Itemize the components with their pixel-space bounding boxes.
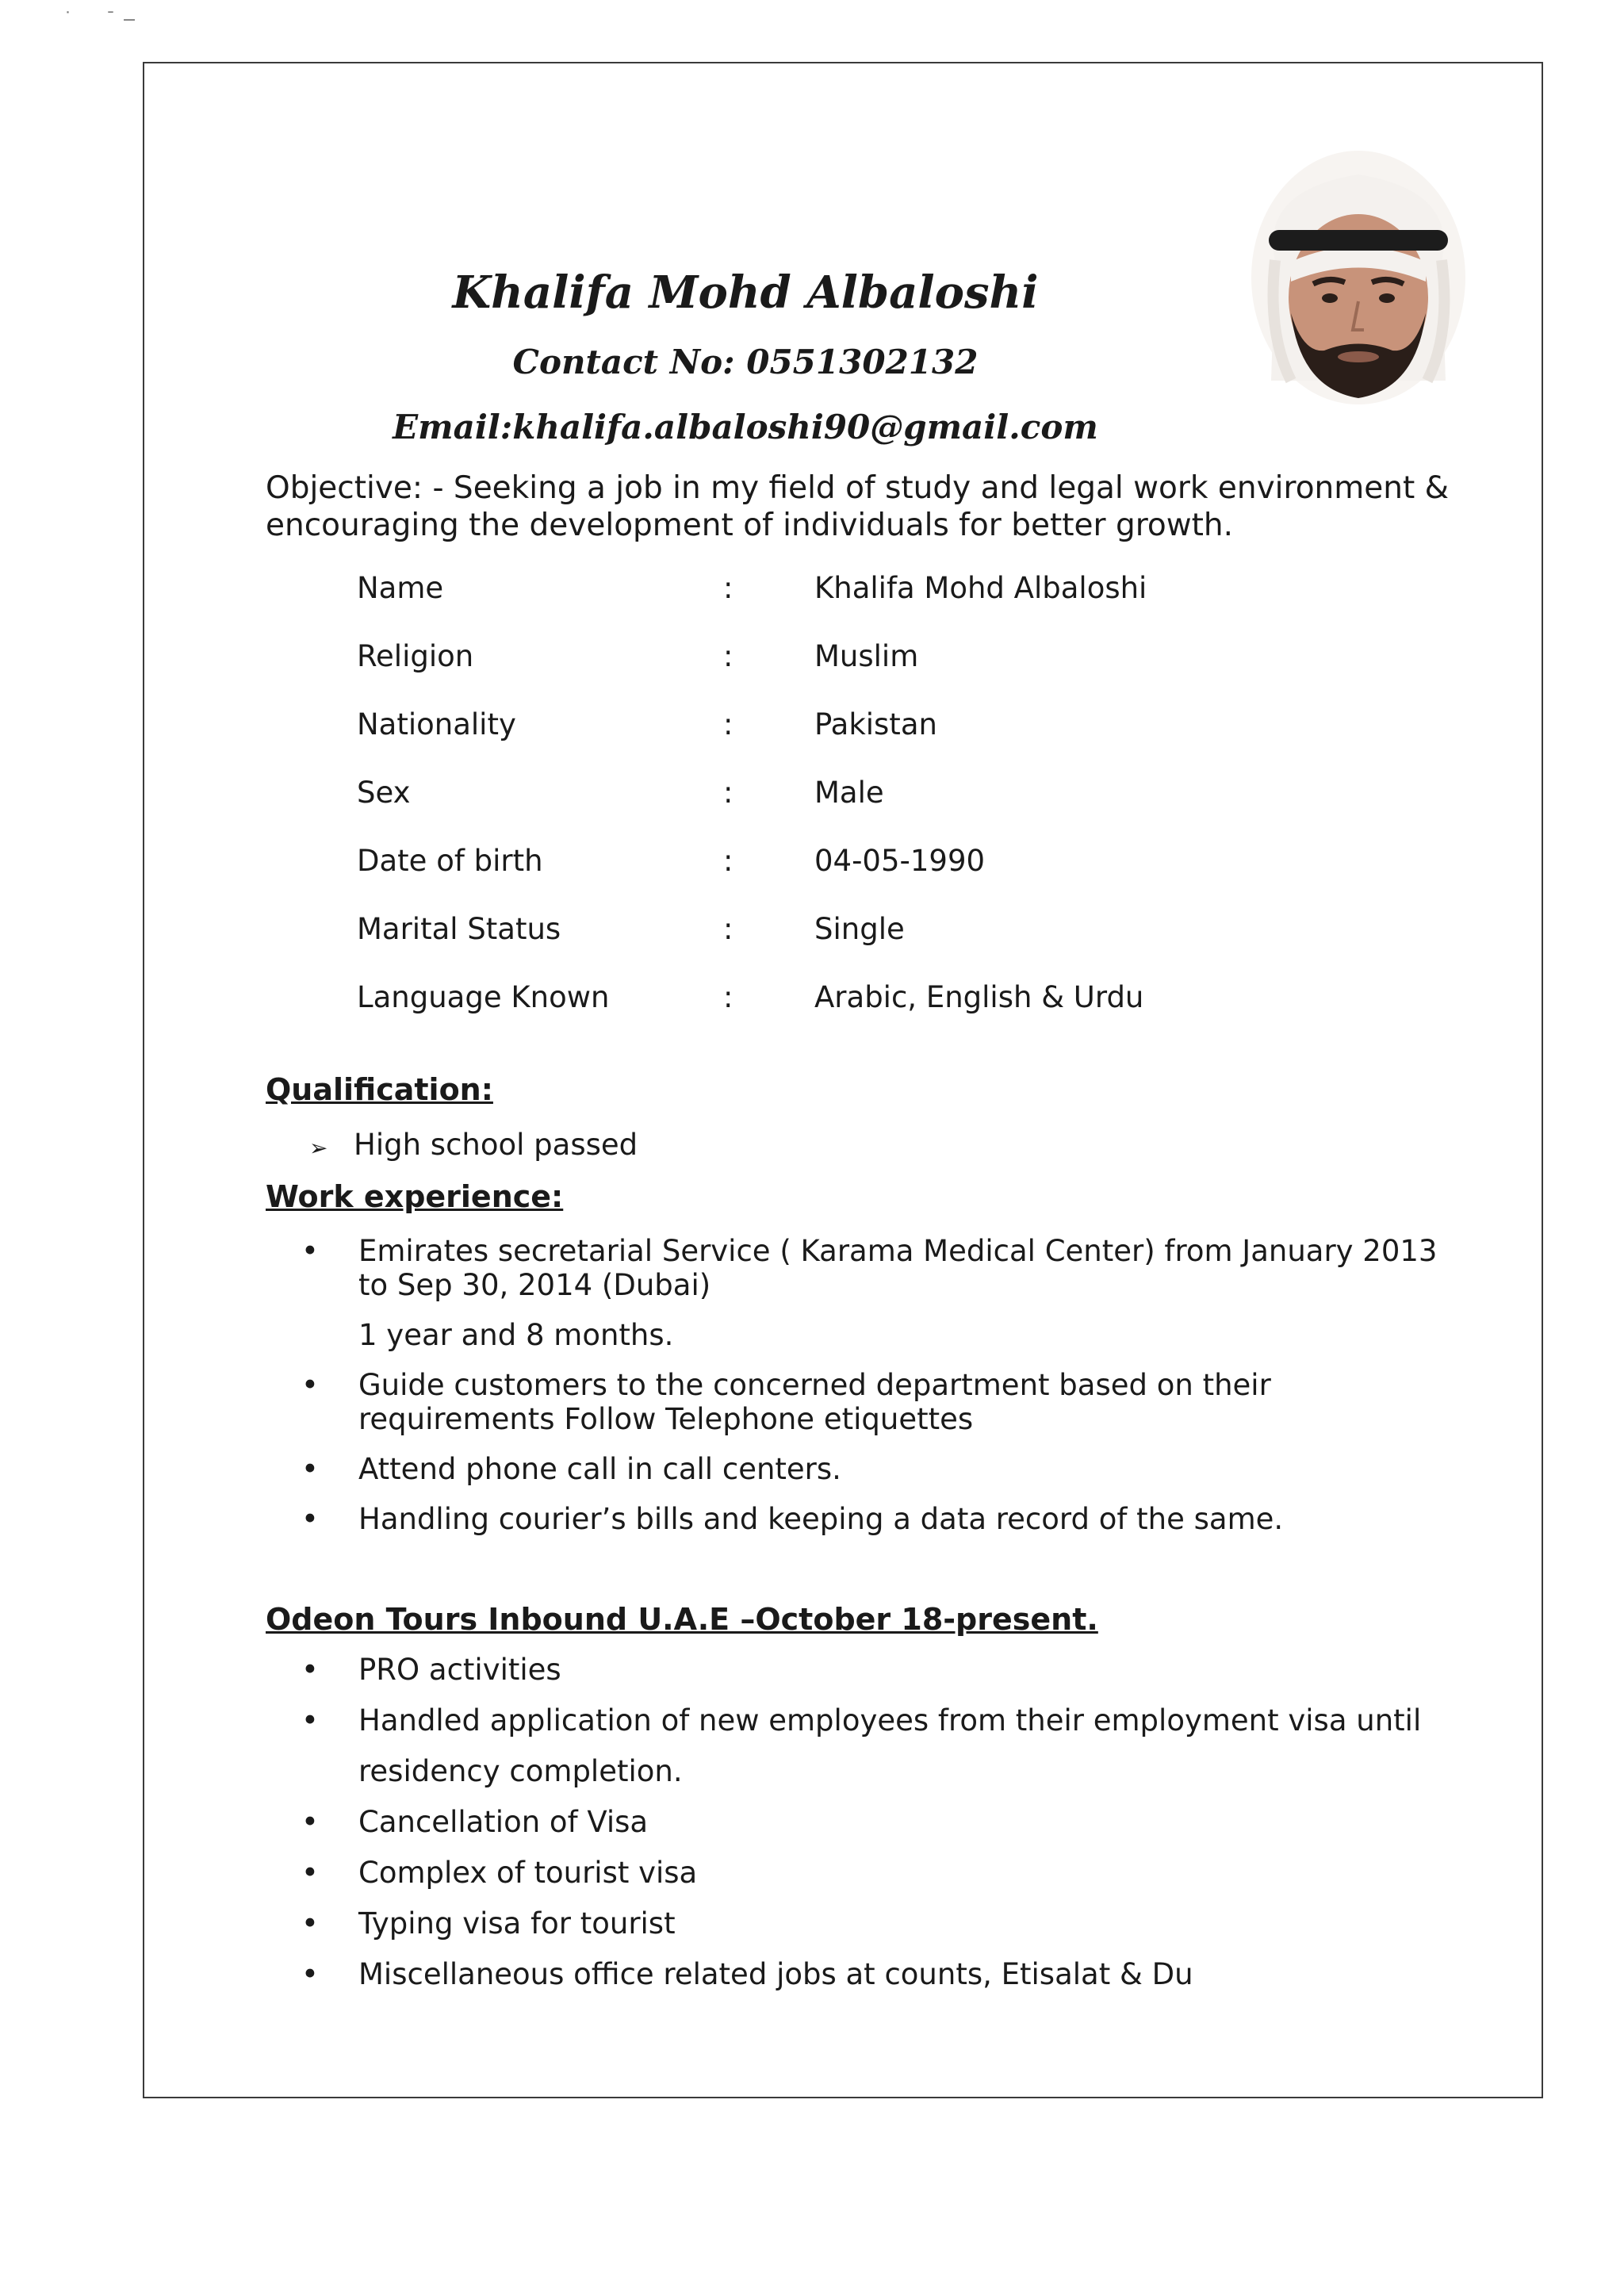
info-colon: :: [723, 639, 733, 673]
list-item: [301, 1797, 1475, 1848]
info-value: Pakistan: [814, 707, 937, 741]
candidate-name: Khalifa Mohd Albaloshi: [452, 266, 1039, 319]
qualification-heading: Qualification:: [266, 1072, 493, 1107]
bullet-dot-icon: •: [301, 1906, 319, 1941]
info-label: Language Known: [357, 980, 610, 1014]
qualification-item: High school passed: [354, 1128, 638, 1162]
info-value: Single: [814, 912, 905, 946]
work-item: Emirates secretarial Service ( Karama Medical Center) from January 2013 to Sep 30, 2014 (Dubai): [358, 1234, 1438, 1302]
bullet-dot-icon: •: [301, 1856, 319, 1890]
info-colon: :: [723, 571, 733, 605]
odeon-item: Cancellation of Visa: [358, 1805, 649, 1839]
work-experience-heading: Work experience:: [266, 1179, 564, 1214]
list-item: [301, 1949, 1475, 2000]
info-value: Khalifa Mohd Albaloshi: [814, 571, 1147, 605]
qualification-list: [309, 1128, 1483, 1165]
info-row-religion: [357, 639, 1369, 707]
objective-statement: Objective: - Seeking a job in my field of study and legal work environment & encouraging the development of individuals for better growth.: [266, 470, 1450, 543]
personal-info-table: [357, 571, 1369, 1048]
bullet-dot-icon: •: [301, 1805, 319, 1839]
bullet-dot-icon: •: [301, 1703, 319, 1738]
list-item: [301, 1848, 1475, 1898]
info-label: Nationality: [357, 707, 516, 741]
odeon-heading: Odeon Tours Inbound U.A.E –October 18-present.: [266, 1602, 1098, 1637]
list-item: [301, 1234, 1475, 1302]
info-colon: :: [723, 844, 733, 878]
bullet-dot-icon: •: [301, 1957, 319, 1991]
bullet-dot-icon: •: [301, 1234, 319, 1268]
info-value: Arabic, English & Urdu: [814, 980, 1144, 1014]
list-item: [301, 1452, 1475, 1486]
info-label: Date of birth: [357, 844, 543, 878]
odeon-list: [301, 1645, 1475, 2000]
info-row-language: [357, 980, 1369, 1048]
odeon-item: Handled application of new employees from their employment visa until residency completion.: [358, 1703, 1422, 1788]
list-item: [301, 1368, 1475, 1436]
bullet-dot-icon: •: [301, 1653, 319, 1687]
list-item: [309, 1128, 1483, 1165]
info-label: Marital Status: [357, 912, 561, 946]
info-label: Name: [357, 571, 444, 605]
contact-number: Contact No: 0551302132: [512, 343, 979, 381]
list-item: [301, 1502, 1475, 1536]
info-colon: :: [723, 980, 733, 1014]
odeon-item: Typing visa for tourist: [358, 1906, 676, 1941]
bullet-dot-icon: •: [301, 1452, 319, 1486]
work-item: Guide customers to the concerned department based on their requirements Follow Telephone etiquettes: [358, 1368, 1271, 1436]
info-colon: :: [723, 912, 733, 946]
info-label: Religion: [357, 639, 474, 673]
info-row-nationality: [357, 707, 1369, 776]
info-value: 04-05-1990: [814, 844, 986, 878]
odeon-item: Miscellaneous office related jobs at counts, Etisalat & Du: [358, 1957, 1193, 1991]
odeon-item: Complex of tourist visa: [358, 1856, 698, 1890]
list-item: [301, 1645, 1475, 1695]
info-value: Muslim: [814, 639, 919, 673]
info-colon: :: [723, 707, 733, 741]
info-value: Male: [814, 776, 884, 810]
bullet-dot-icon: •: [301, 1368, 319, 1402]
work-duration: 1 year and 8 months.: [358, 1318, 674, 1352]
work-item: Attend phone call in call centers.: [358, 1452, 841, 1486]
info-row-marital-status: [357, 912, 1369, 980]
work-experience-list: [301, 1234, 1475, 1536]
bullet-dot-icon: •: [301, 1502, 319, 1536]
odeon-item: PRO activities: [358, 1653, 561, 1687]
scan-marks: ˙ ˉ ̶: [63, 10, 149, 29]
info-colon: :: [723, 776, 733, 810]
info-row-name: [357, 571, 1369, 639]
list-item: [301, 1898, 1475, 1949]
arrow-bullet-icon: ➢: [309, 1135, 328, 1161]
work-item: Handling courier’s bills and keeping a data record of the same.: [358, 1502, 1284, 1536]
info-row-date-of-birth: [357, 844, 1369, 912]
email-address: Email:khalifa.albaloshi90@gmail.com: [393, 408, 1098, 446]
info-row-sex: [357, 776, 1369, 844]
list-item: [301, 1695, 1475, 1797]
info-label: Sex: [357, 776, 411, 810]
